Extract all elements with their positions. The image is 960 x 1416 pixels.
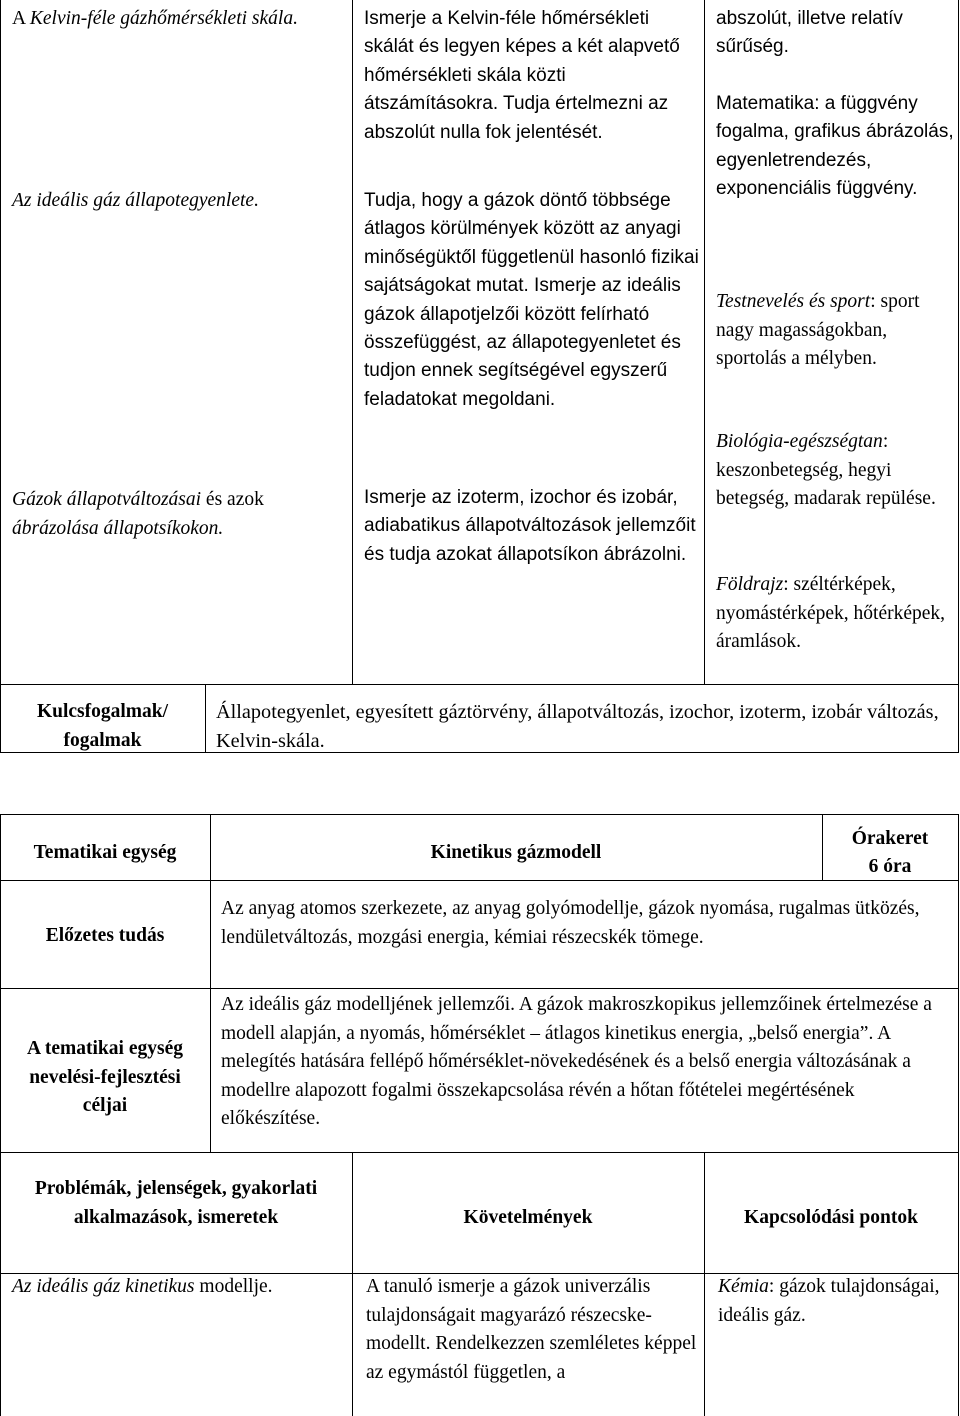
connection-pe: Testnevelés és sport: sport nagy magasságokban, sportolás a mélyben.	[716, 291, 920, 369]
prior-knowledge-label: Előzetes tudás	[45, 925, 165, 946]
topic-kelvin-scale: A Kelvin-féle gázhőmérsékleti skála.	[12, 8, 298, 29]
header-requirements: Követelmények	[463, 1207, 593, 1228]
topic-state-changes: Gázok állapotváltozásai és azok ábrázolása állapotsíkokon.	[12, 489, 264, 539]
requirement-ideal-gas: Tudja, hogy a gázok döntő többsége átlagos körülmények között az anyagi minőségüktől függetlenül hasonló fizikai sajátságokat mutat. Ismerje az ideális gázok állapotjelzői között felírható összefüggést, az állapotegyenletet és tudjon ennek segítségével egyszerű feladatokat megoldani.	[364, 190, 699, 410]
keyconcepts-label: Kulcsfogalmak/ fogalmak	[36, 701, 169, 751]
curriculum-table-bottom	[0, 814, 959, 1416]
requirement-kelvin: Ismerje a Kelvin-féle hőmérsékleti skálát és legyen képes a két alapvető hőmérsékleti skála közti átszámításokra. Tudja értelmezni az abszolút nulla fok jelentését.	[364, 8, 680, 143]
header-problems: Problémák, jelenségek, gyakorlati alkalmazások, ismeretek	[34, 1178, 318, 1228]
hours-value: 6 óra	[868, 856, 912, 877]
hours-box	[822, 825, 958, 881]
connection-biology: Biológia-egészségtan: keszonbetegség, hegyi betegség, madarak repülése.	[716, 431, 936, 509]
prior-knowledge-text: Az anyag atomos szerkezete, az anyag golyómodellje, gázok nyomása, rugalmas ütközés, lendületváltozás, mozgási energia, kémiai részecskék tömege.	[221, 898, 920, 948]
connection-math: Matematika: a függvény fogalma, grafikus ábrázolás, egyenletrendezés, exponenciális függvény.	[716, 93, 954, 200]
goals-text: Az ideális gáz modelljének jellemzői. A gázok makroszkopikus jellemzőinek értelmezése a modell alapján, a nyomás, hőmérséklet – átlagos kinetikus energia, „belső energia”. A melegítés hatására fellépő hőmérséklet-növekedésének és a belső energia változásának a modellre alapozott fogalmi összekapcsolása révén a hőtan főtételei megértésének előkészítése.	[221, 994, 932, 1129]
topic-ideal-gas-equation: Az ideális gáz állapotegyenlete.	[12, 190, 259, 211]
keyconcepts-text: Állapotegyenlet, egyesített gáztörvény, állapotváltozás, izochor, izoterm, izobár változás, Kelvin-skála.	[216, 701, 939, 752]
header-connections: Kapcsolódási pontok	[744, 1207, 918, 1228]
thematic-unit-label: Tematikai egység	[33, 842, 177, 863]
thematic-unit-title: Kinetikus gázmodell	[430, 842, 602, 863]
requirement-state-changes: Ismerje az izoterm, izochor és izobár, adiabatikus állapotváltozások jellemzőit és tudja azokat állapotsíkon ábrázolni.	[364, 487, 696, 565]
goals-label: A tematikai egység nevelési-fejlesztési céljai	[27, 1038, 183, 1116]
connection-cell: Kémia: gázok tulajdonságai, ideális gáz.	[718, 1276, 940, 1326]
connection-geography: Földrajz: széltérképek, nyomástérképek, hőtérképek, áramlások.	[716, 574, 946, 652]
hours-label: Órakeret	[851, 828, 929, 849]
requirement-cell: A tanuló ismerje a gázok univerzális tulajdonságait magyarázó részecske-modellt. Rendelkezzen szemléletes képpel az egymástól független, a	[366, 1276, 697, 1383]
problem-cell: Az ideális gáz kinetikus modellje.	[12, 1276, 273, 1297]
connection-density: abszolút, illetve relatív sűrűség.	[716, 8, 903, 58]
